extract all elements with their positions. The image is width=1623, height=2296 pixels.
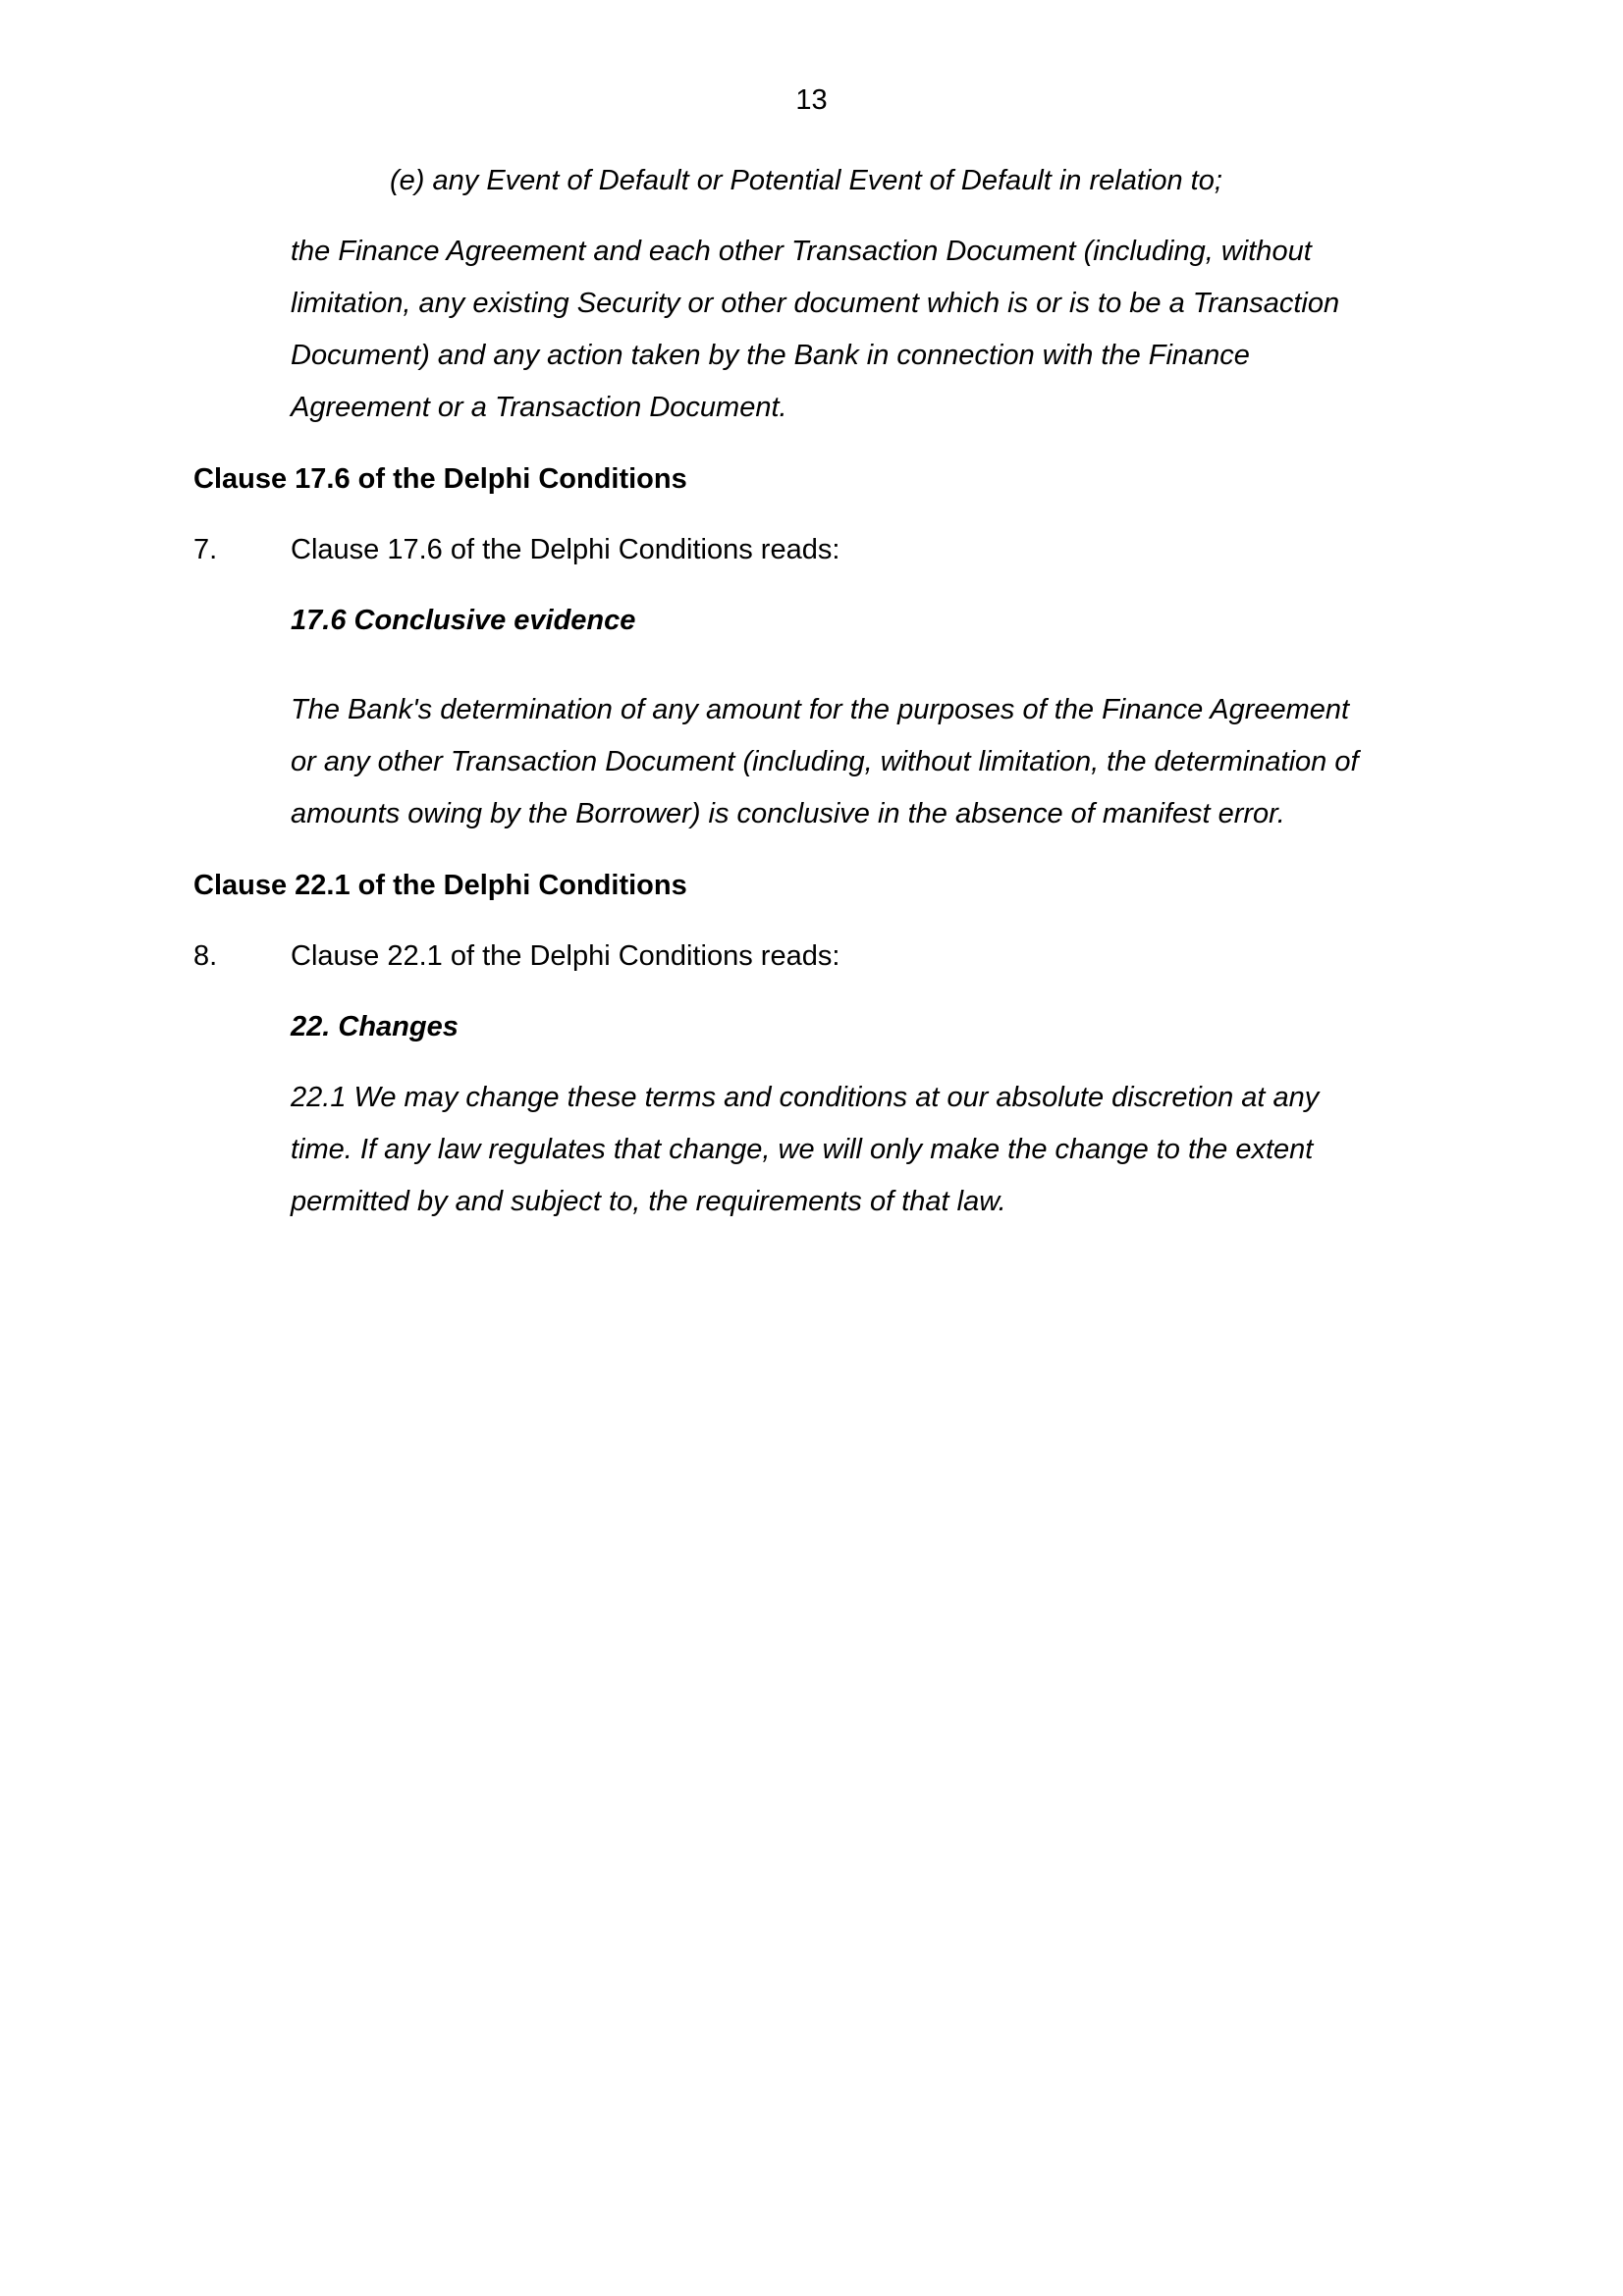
quote-line: permitted by and subject to, the requirements of that law.	[291, 1186, 1006, 1217]
quote-line: The Bank's determination of any amount for the purposes of the Finance Agreement	[291, 694, 1350, 725]
section-heading-22-1: Clause 22.1 of the Delphi Conditions	[193, 870, 687, 901]
item-e-text: (e) any Event of Default or Potential Event of Default in relation to;	[390, 165, 1222, 196]
quote-block-17-6	[291, 684, 1439, 840]
page-number: 13	[795, 84, 828, 116]
quote-title-17-6: 17.6 Conclusive evidence	[291, 605, 636, 636]
continuation-line: Agreement or a Transaction Document.	[291, 392, 787, 423]
paragraph-number-7: 7.	[193, 534, 218, 565]
continuation-line: Document) and any action taken by the Bank in connection with the Finance	[291, 340, 1250, 371]
continuation-line: limitation, any existing Security or other document which is or is to be a Transaction	[291, 288, 1340, 319]
continuation-paragraph	[291, 226, 1439, 434]
quote-line: 22.1 We may change these terms and conditions at our absolute discretion at any	[291, 1082, 1320, 1113]
quote-title-22: 22. Changes	[291, 1011, 459, 1042]
paragraph-number-8: 8.	[193, 940, 218, 972]
quote-line: amounts owing by the Borrower) is conclusive in the absence of manifest error.	[291, 798, 1285, 829]
paragraph-text-7: Clause 17.6 of the Delphi Conditions reads:	[291, 534, 840, 565]
paragraph-text-8: Clause 22.1 of the Delphi Conditions reads:	[291, 940, 840, 972]
section-heading-17-6: Clause 17.6 of the Delphi Conditions	[193, 463, 687, 495]
quote-block-22-1	[291, 1072, 1439, 1228]
quote-line: time. If any law regulates that change, we will only make the change to the extent	[291, 1134, 1314, 1165]
quote-line: or any other Transaction Document (including, without limitation, the determination of	[291, 746, 1359, 777]
continuation-line: the Finance Agreement and each other Transaction Document (including, without	[291, 236, 1312, 267]
